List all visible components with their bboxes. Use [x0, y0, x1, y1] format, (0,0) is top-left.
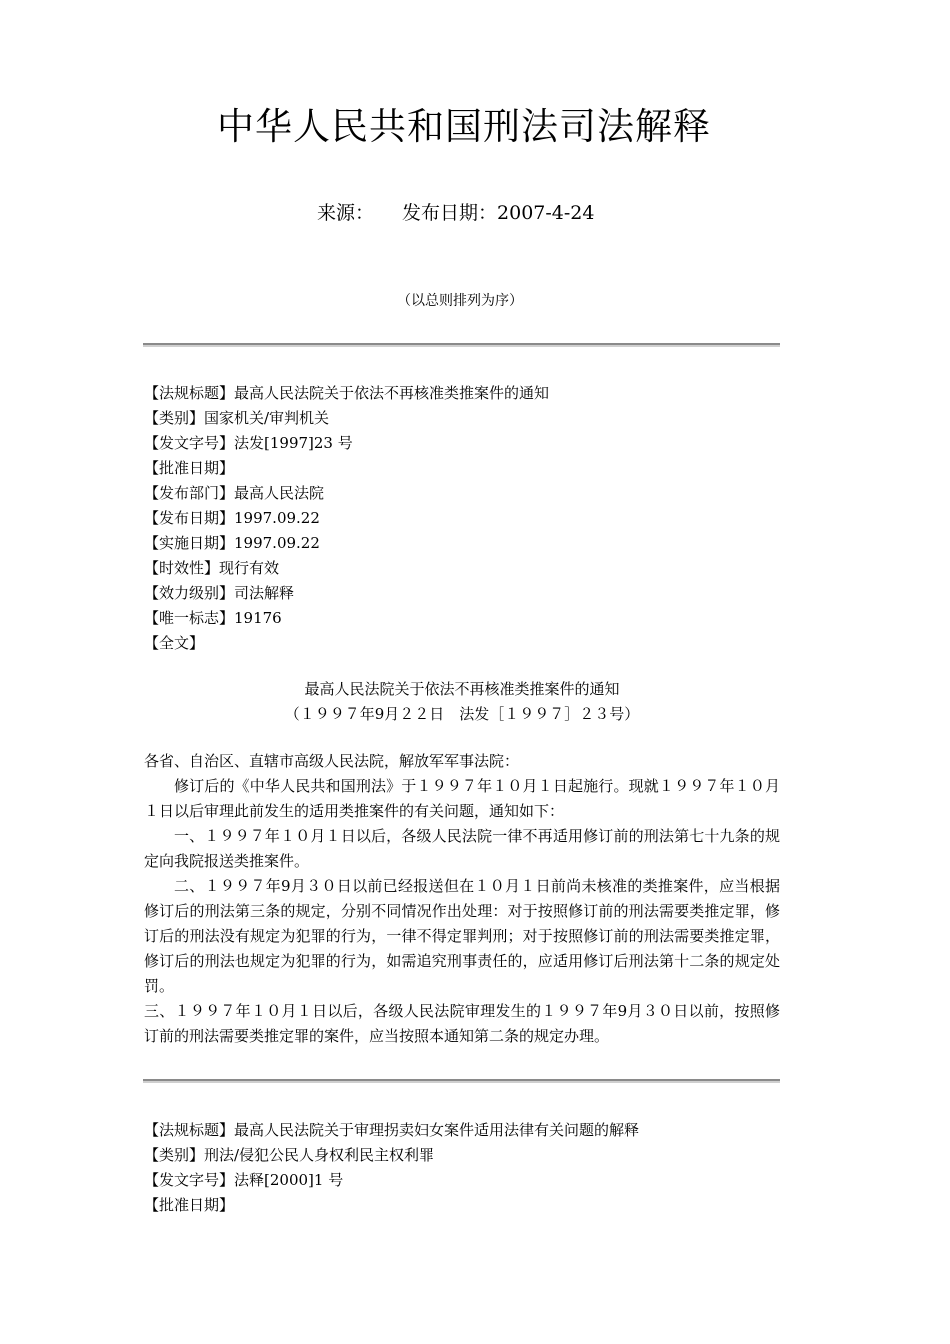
publish-date: 发布日期：2007-4-24	[402, 202, 595, 224]
notice-subtitle: （１９９７年9月２２日 法发［１９９７］２３号）	[284, 705, 640, 723]
page-title: 中华人民共和国刑法司法解释	[217, 105, 711, 148]
notice-heading	[144, 677, 780, 727]
paragraph-3: 三、１９９７年１０月１日以后，各级人民法院审理发生的１９９７年9月３０日以前，按照修订前的刑法需要类推定罪的案件，应当按照本通知第二条的规定办理。	[144, 1002, 780, 1045]
paragraph-2: 二、１９９７年9月３０日以前已经报送但在１０月１日前尚未核准的类推案件，应当根据修订后的刑法第三条的规定，分别不同情况作出处理：对于按照修订前的刑法需要类推定罪，修订后的刑法没有规定为犯罪的行为，一律不得定罪判刑；对于按照修订前的刑法需要类推定罪，修订后的刑法也规定为犯罪的行为，如需追究刑事责任的，应适用修订后刑法第十二条的规定处罚。	[144, 877, 780, 995]
meta-level: 【效力级别】司法解释	[144, 584, 295, 602]
section-divider	[143, 1079, 780, 1083]
doc1-metadata	[144, 381, 549, 656]
meta-category: 【类别】国家机关/审判机关	[144, 409, 330, 427]
meta-effective-date: 【实施日期】1997.09.22	[144, 534, 320, 552]
section-divider	[143, 343, 780, 347]
source-label: 来源：	[317, 202, 375, 224]
source-date-line	[317, 198, 594, 225]
order-note: （以总则排列为序）	[397, 293, 523, 309]
meta-publish-date: 【发布日期】1997.09.22	[144, 509, 320, 527]
meta-issuing-dept: 【发布部门】最高人民法院	[144, 484, 325, 502]
meta-category: 【类别】刑法/侵犯公民人身权利民主权利罪	[144, 1146, 435, 1164]
notice-title: 最高人民法院关于依法不再核准类推案件的通知	[304, 680, 620, 698]
doc2-metadata	[144, 1118, 639, 1218]
meta-title: 【法规标题】最高人民法院关于依法不再核准类推案件的通知	[144, 384, 550, 402]
addressee: 各省、自治区、直辖市高级人民法院，解放军军事法院：	[144, 752, 520, 770]
meta-title: 【法规标题】最高人民法院关于审理拐卖妇女案件适用法律有关问题的解释	[144, 1121, 640, 1139]
meta-approval-date: 【批准日期】	[144, 1196, 235, 1214]
meta-approval-date: 【批准日期】	[144, 459, 235, 477]
meta-unique-id: 【唯一标志】19176	[144, 609, 282, 627]
meta-doc-number: 【发文字号】法发[1997]23 号	[144, 434, 353, 452]
meta-fulltext: 【全文】	[144, 634, 205, 652]
meta-doc-number: 【发文字号】法释[2000]1 号	[144, 1171, 344, 1189]
paragraph-1: 一、１９９７年１０月１日以后，各级人民法院一律不再适用修订前的刑法第七十九条的规定向我院报送类推案件。	[144, 827, 780, 870]
paragraph-intro: 修订后的《中华人民共和国刑法》于１９９７年１０月１日起施行。现就１９９７年１０月１日以后审理此前发生的适用类推案件的有关问题，通知如下：	[144, 777, 780, 820]
meta-validity: 【时效性】现行有效	[144, 559, 280, 577]
notice-body	[144, 749, 780, 1049]
